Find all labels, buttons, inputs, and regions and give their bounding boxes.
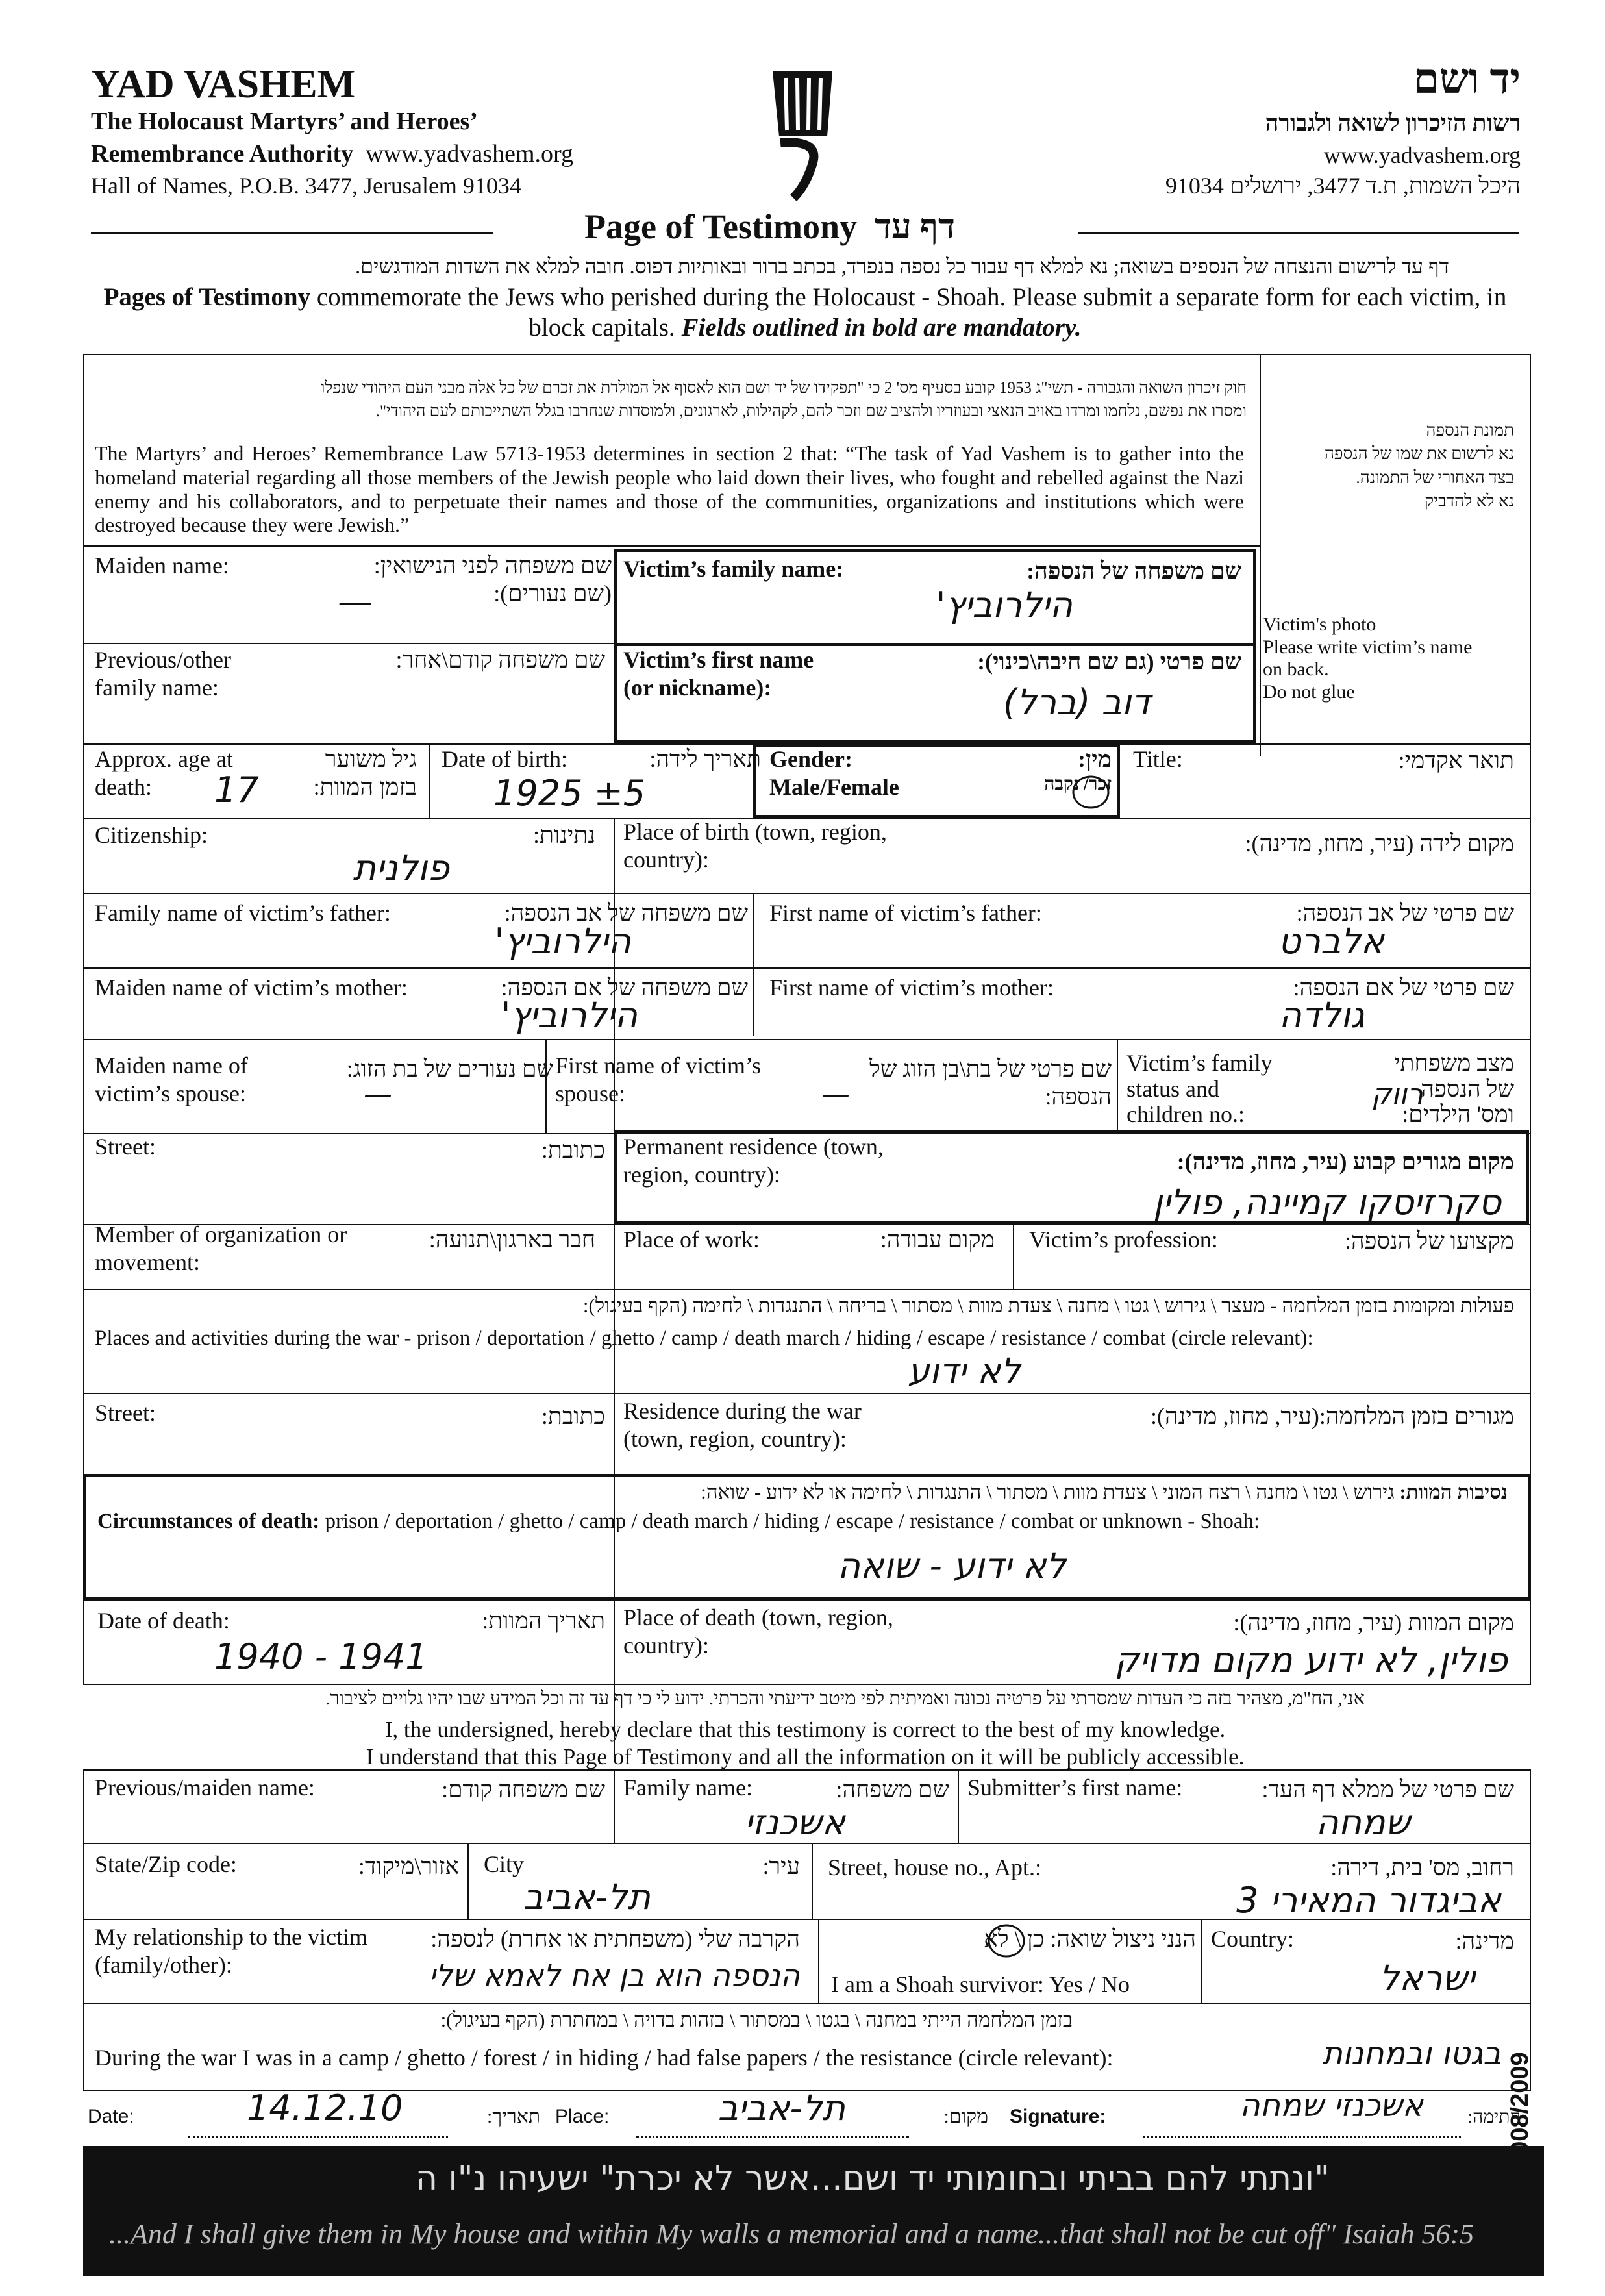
citizenship-value[interactable]: פולנית [353, 847, 449, 888]
previous-name-label: Previous/other family name: [95, 647, 231, 701]
victim-first-name-value[interactable]: דוב (ברל) [1002, 682, 1151, 723]
submitter-prev-name-label-he: שם משפחה קודם: [442, 1777, 605, 1803]
authority-he: רשות הזיכרון לשואה ולגבורה [1265, 110, 1521, 136]
war-residence-label-he: מגורים בזמן המלחמה:(עיר, מחוז, מדינה): [1150, 1403, 1514, 1429]
father-first-value[interactable]: אלברט [1278, 921, 1384, 962]
banner-quote-he: "ונתתי להם בביתי ובחומותי יד ושם...אשר לא יכרת" ישעיהו נ"ו ה [415, 2159, 1330, 2198]
submitter-family-name-label-he: שם משפחה: [836, 1777, 949, 1803]
signature-label: Signature: [1010, 2106, 1106, 2127]
victim-family-name-label-he: שם משפחה של הנספה: [1026, 558, 1241, 584]
spouse-first-label-he: שם פרטי של בת\בן הזוג של הנספה: [869, 1056, 1112, 1110]
spouse-maiden-label-he: שם נעורים של בת הזוג: [346, 1056, 553, 1082]
street-label: Street: [95, 1134, 156, 1160]
country-value[interactable]: ישראל [1379, 1958, 1475, 1999]
age-label-he: גיל משוער בזמן המוות: [313, 746, 417, 801]
title-label: Title: [1133, 746, 1183, 772]
country-label-he: מדינה: [1455, 1928, 1514, 1954]
submitter-street-label: Street, house no., Apt.: [828, 1854, 1041, 1880]
title-label-he: תואר אקדמי: [1398, 747, 1514, 773]
gender-male-circle[interactable] [1071, 775, 1110, 810]
circumstances-value[interactable]: לא ידוע - שואה [837, 1545, 1066, 1586]
death-place-value[interactable]: פולין, לא ידוע מקום מדויק [1114, 1640, 1508, 1680]
family-status-value[interactable]: רווק [1371, 1078, 1423, 1111]
submitter-prev-name-label: Previous/maiden name: [95, 1775, 315, 1801]
place-value[interactable]: תל-אביב [717, 2088, 845, 2128]
mother-maiden-label: Maiden name of victim’s mother: [95, 975, 408, 1001]
father-first-label: First name of victim’s father: [769, 900, 1042, 926]
mother-maiden-value[interactable]: הילרוביץ' [501, 995, 638, 1036]
father-family-label-he: שם משפחה של אב הנספה: [504, 900, 748, 926]
maiden-name-value[interactable]: — [338, 581, 373, 622]
submitter-street-label-he: רחוב, מס' בית, דירה: [1330, 1854, 1514, 1880]
submitter-first-name-label: Submitter’s first name: [967, 1775, 1183, 1801]
quote-banner [83, 2146, 1544, 2276]
mother-first-label: First name of victim’s mother: [769, 975, 1054, 1001]
photo-instructions-he: תמונת הנספה נא לרשום את שמו של הנספה בצד האחורי של התמונה. נא לא להדביק [1324, 421, 1514, 511]
citizenship-label: Citizenship: [95, 822, 208, 848]
death-date-label: Date of death: [97, 1608, 230, 1634]
war-places-label: Places and activities during the war - prison / deportation / ghetto / camp / death march / hiding / escape / resistance / combat (circle relevant): [95, 1327, 1313, 1350]
law-he: חוק זיכרון השואה והגבורה - תשי"ג 1953 קובע בסעיף מס' 2 כי "תפקידו של יד ושם הוא לאסוף אל המולדת את זכרם של כל אלה מבני העם היהודי שנפלו ומסרו את נפשם, נלחמו ומרדו באויב הנאצי ובעוזריו ולהציב שם וזכר להם, לקהילות, לארגונים, ולמוסדות שנחרבו בגלל השתייכותם לעם היהודי". [321, 379, 1247, 421]
victim-family-name-value[interactable]: הילרוביץ' [936, 584, 1073, 625]
war-camp-label-he: בזמן המלחמה הייתי במחנה \ בגטו \ במסתור \ בזהות בדויה \ במחתרת (הקף בעיגול): [440, 2008, 1073, 2031]
dob-value[interactable]: 1925 ±5 [493, 773, 646, 814]
age-value[interactable]: 17 [214, 769, 259, 810]
profession-label: Victim’s profession: [1029, 1227, 1218, 1253]
profession-label-he: מקצועו של הנספה: [1344, 1228, 1514, 1254]
instructions-he: דף עד לרישום והנצחה של הנספים בשואה; נא למלא דף עבור כל נספה בנפרד, בכתב ברור ובאותיות דפוס. חובה למלא את השדות המודגשים. [355, 255, 1449, 278]
mother-first-label-he: שם פרטי של אם הנספה: [1293, 975, 1514, 1001]
death-date-value[interactable]: 1940 - 1941 [214, 1636, 428, 1677]
member-label: Member of organization or movement: [95, 1221, 347, 1276]
dob-label-he: תאריך לידה: [649, 746, 761, 772]
citizenship-label-he: נתינות: [533, 822, 595, 848]
zip-label-he: אזור\מיקוד: [358, 1853, 459, 1879]
place-label: Place: [555, 2106, 610, 2127]
father-family-label: Family name of victim’s father: [95, 900, 391, 926]
gender-label: Gender: Male/Female [769, 746, 899, 801]
survivor-label: I am a Shoah survivor: Yes / No [831, 1971, 1130, 1997]
father-first-label-he: שם פרטי של אב הנספה: [1296, 900, 1514, 926]
address-he: היכל השמות, ת.ד 3477, ירושלים 91034 [1165, 173, 1521, 199]
date-label: Date: [88, 2106, 134, 2127]
work-place-label: Place of work: [623, 1227, 760, 1253]
law-en: The Martyrs’ and Heroes’ Remembrance Law 5713-1953 determines in section 2 that: “The task of Yad Vashem is to gather into the homeland material regarding all those members of the Jewish people who laid down their lives, who fought and rebelled against the Nazi enemy and his collaborators, and to perpetuate their names and those of the communities, organizations and institutions which were destroyed because they were Jewish.” [95, 442, 1244, 537]
war-camp-value[interactable]: בגטו ובמחנות [1322, 2036, 1501, 2072]
relationship-label: My relationship to the victim (family/other): [95, 1924, 367, 1978]
maiden-name-label: Maiden name: [95, 553, 229, 579]
signature-label-he: חתימה: [1467, 2107, 1521, 2127]
father-family-value[interactable]: הילרוביץ' [494, 921, 631, 962]
relationship-value[interactable]: הנספה הוא בן אח לאמא שלי [429, 1958, 800, 1993]
submitter-street-value[interactable]: אביגדור המאירי 3 [1236, 1880, 1501, 1921]
place-label-he: מקום: [943, 2106, 988, 2127]
death-date-label-he: תאריך המוות: [482, 1608, 605, 1634]
death-place-label-he: מקום המוות (עיר, מחוז, מדינה): [1233, 1610, 1514, 1636]
residence-label-he: מקום מגורים קבוע (עיר, מחוז, מדינה): [1176, 1149, 1514, 1175]
zip-label: State/Zip code: [95, 1851, 237, 1877]
photo-instructions-en: Victim's photo Please write victim’s name on back. Do not glue [1263, 614, 1473, 703]
circumstances-label: Circumstances of death: prison / deportation / ghetto / camp / death march / hiding / escape / resistance / combat or unknown - Shoah: [97, 1510, 1260, 1533]
declaration-he: אני, הח"מ, מצהיר בזה כי העדות שמסרתי על פרטיה נכונה ואמיתית לפי מיטב ידיעתי והכרתי. ידוע לי כי דף עד זה וכל המידע שבו יהיו גלויים לציבור. [325, 1688, 1365, 1709]
gender-label-he: מין: זכר/ נקבה [1044, 746, 1112, 795]
street-label-he: כתובת: [541, 1137, 605, 1163]
submitter-family-name-label: Family name: [623, 1775, 753, 1801]
declaration-en: I, the undersigned, hereby declare that this testimony is correct to the best of my knowledge. I understand that this Page of Testimony and all the information on it will be publicly accessible. [366, 1717, 1245, 1769]
family-status-label: Victim’s family status and children no.: [1126, 1050, 1273, 1128]
org-name-he: יד ושם [1413, 56, 1521, 102]
date-value[interactable]: 14.12.10 [247, 2088, 403, 2128]
submitter-family-name-value[interactable]: אשכנזי [744, 1802, 845, 1843]
survivor-label-he: הנני ניצול שואה: כן \ לא [984, 1926, 1196, 1952]
spouse-first-label: First name of victim’s spouse: [555, 1053, 761, 1107]
war-places-value[interactable]: לא ידוע [907, 1351, 1021, 1391]
victim-first-name-label-he: שם פרטי (גם שם חיבה\כינוי): [977, 649, 1241, 675]
spouse-first-value[interactable]: — [821, 1078, 850, 1111]
dob-label: Date of birth: [442, 746, 567, 772]
instructions-en: Pages of Testimony commemorate the Jews who perished during the Holocaust - Shoah. Please submit a separate form for each victim, in block capitals. Fields outlined in bold are mandatory. [103, 283, 1507, 342]
death-place-label: Place of death (town, region, country): [623, 1604, 893, 1659]
circumstances-label-he: נסיבות המוות: גירוש \ גטו \ מחנה \ רצח המוני \ צעדת מוות \ מסתור \ התנגדות \ לחימה או לא ידוע - שואה: [701, 1480, 1508, 1503]
signature-value[interactable]: אשכנזי שמחה [1239, 2088, 1423, 2124]
age-label: Approx. age at death: [95, 746, 233, 801]
war-camp-label: During the war I was in a camp / ghetto / forest / in hiding / had false papers / the resistance (circle relevant): [95, 2045, 1114, 2071]
mother-maiden-label-he: שם משפחה של אם הנספה: [501, 975, 748, 1001]
page-title: Page of Testimony דף עד [584, 207, 955, 246]
war-street-label-he: כתובת: [541, 1403, 605, 1429]
authority-en-line1: The Holocaust Martyrs’ and Heroes’ [91, 108, 478, 135]
victim-first-name-label: Victim’s first name (or nickname): [623, 647, 814, 701]
previous-name-label-he: שם משפחה קודם\אחר: [395, 647, 605, 673]
maiden-name-label-he: שם משפחה לפני הנישואין: (שם נעורים): [373, 553, 612, 607]
website-he-side: www.yadvashem.org [1324, 142, 1521, 168]
yad-vashem-logo [767, 65, 839, 201]
birth-place-label-he: מקום לידה (עיר, מחוז, מדינה): [1245, 830, 1514, 856]
year-code: 2008/2009 [1506, 2052, 1534, 2169]
war-places-label-he: פעולות ומקומות בזמן המלחמה - מעצר \ גירוש \ גטו \ מחנה \ צעדת מוות \ מסתור \ בריחה \ התנגדות \ לחימה (הקף בעיגול): [582, 1294, 1514, 1317]
address-en: Hall of Names, P.O.B. 3477, Jerusalem 91034 [91, 173, 521, 199]
org-name-en: YAD VASHEM [91, 62, 356, 106]
city-value[interactable]: תל-אביב [523, 1877, 651, 1917]
family-status-label-he: מצב משפחתי של הנספה ומס' הילדים: [1394, 1050, 1514, 1128]
date-label-he: תאריך: [487, 2106, 540, 2127]
member-label-he: חבר בארגון\תנועה: [429, 1227, 595, 1253]
work-place-label-he: מקום עבודה: [880, 1227, 995, 1253]
victim-family-name-label: Victim’s family name: [623, 556, 844, 582]
submitter-first-name-label-he: שם פרטי של ממלא דף העד: [1262, 1777, 1514, 1803]
relationship-label-he: הקרבה שלי (משפחתית או אחרת) לנספה: [430, 1926, 800, 1952]
banner-quote-en: ...And I shall give them in My house and within My walls a memorial and a name...that shall not be cut off" Isaiah 56:5 [109, 2218, 1474, 2250]
city-label-he: עיר: [762, 1853, 800, 1879]
mother-first-value[interactable]: גולדה [1278, 995, 1365, 1036]
war-residence-label: Residence during the war (town, region, country): [623, 1398, 862, 1453]
authority-en-line2: Remembrance Authority www.yadvashem.org [91, 140, 573, 168]
residence-value[interactable]: סקרזיסקו קמיינה, פולין [1152, 1182, 1501, 1223]
country-label: Country: [1211, 1926, 1295, 1952]
spouse-maiden-label: Maiden name of victim’s spouse: [95, 1053, 248, 1107]
residence-label: Permanent residence (town, region, country): [623, 1134, 884, 1188]
birth-place-label: Place of birth (town, region, country): [623, 819, 887, 873]
submitter-first-name-value[interactable]: שמחה [1315, 1802, 1410, 1843]
spouse-maiden-value[interactable]: — [364, 1078, 392, 1111]
city-label: City [484, 1851, 525, 1877]
war-street-label: Street: [95, 1400, 156, 1426]
survivor-yes-circle[interactable] [987, 1923, 1026, 1959]
